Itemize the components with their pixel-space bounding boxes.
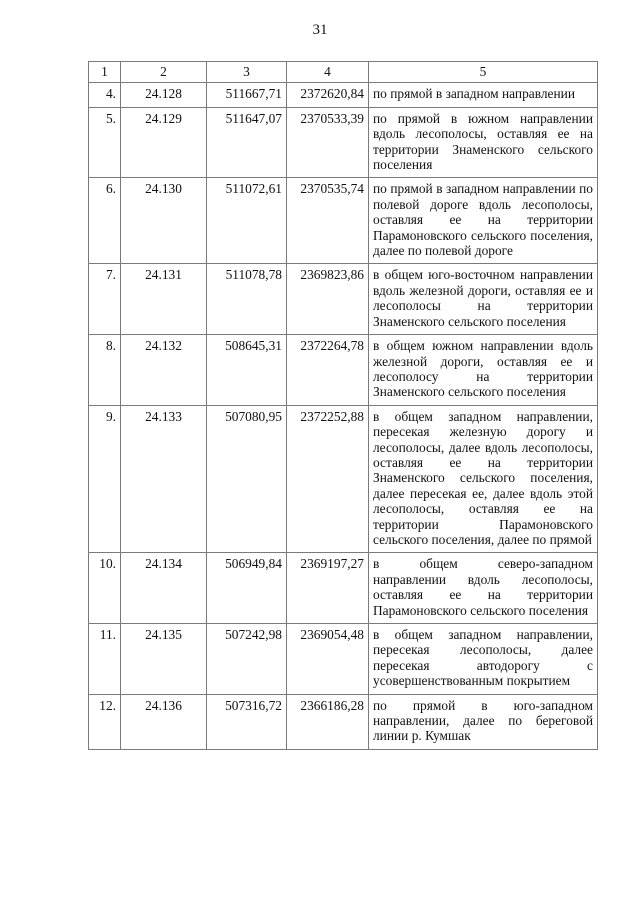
page-number: 31 — [312, 22, 328, 38]
coord-y: 2369054,48 — [287, 624, 369, 695]
boundary-description: в общем западном направлении, пересекая лесополосы, далее пересекая автодорогу с усовершенствованным покрытием — [369, 624, 598, 695]
point-id: 24.130 — [121, 178, 207, 264]
row-number: 7. — [89, 264, 121, 335]
coord-x: 507242,98 — [207, 624, 287, 695]
table-row — [89, 107, 598, 178]
coord-x: 507080,95 — [207, 405, 287, 553]
header-col-5: 5 — [369, 62, 598, 83]
point-id: 24.134 — [121, 553, 207, 624]
table-row — [89, 178, 598, 264]
point-id: 24.128 — [121, 83, 207, 107]
table-row — [89, 553, 598, 624]
table-header-row — [89, 62, 598, 83]
table-body — [89, 83, 598, 749]
coord-y: 2369197,27 — [287, 553, 369, 624]
table-row — [89, 264, 598, 335]
point-id: 24.129 — [121, 107, 207, 178]
row-number: 4. — [89, 83, 121, 107]
table-row — [89, 405, 598, 553]
coord-y: 2372264,78 — [287, 335, 369, 406]
coord-x: 511647,07 — [207, 107, 287, 178]
header-col-4: 4 — [287, 62, 369, 83]
coord-y: 2372252,88 — [287, 405, 369, 553]
coord-y: 2372620,84 — [287, 83, 369, 107]
point-id: 24.133 — [121, 405, 207, 553]
coord-y: 2369823,86 — [287, 264, 369, 335]
coord-y: 2370533,39 — [287, 107, 369, 178]
boundary-description: по прямой в южном направлении вдоль лесополосы, оставляя ее на территории Знаменского сельского поселения — [369, 107, 598, 178]
boundary-table — [88, 61, 598, 750]
row-number: 5. — [89, 107, 121, 178]
table-row — [89, 335, 598, 406]
coord-x: 508645,31 — [207, 335, 287, 406]
coord-x: 506949,84 — [207, 553, 287, 624]
boundary-description: по прямой в юго-западном направлении, далее по береговой линии р. Кумшак — [369, 694, 598, 749]
point-id: 24.131 — [121, 264, 207, 335]
row-number: 8. — [89, 335, 121, 406]
header-col-2: 2 — [121, 62, 207, 83]
coord-y: 2366186,28 — [287, 694, 369, 749]
boundary-description: по прямой в западном направлении по полевой дороге вдоль лесополосы, оставляя ее на территории Парамоновского сельского поселения, далее по полевой дороге — [369, 178, 598, 264]
coord-x: 511072,61 — [207, 178, 287, 264]
coord-x: 511078,78 — [207, 264, 287, 335]
boundary-description: в общем южном направлении вдоль железной дороги, оставляя ее и лесополосу на территории Знаменского сельского поселения — [369, 335, 598, 406]
row-number: 9. — [89, 405, 121, 553]
coord-x: 511667,71 — [207, 83, 287, 107]
row-number: 6. — [89, 178, 121, 264]
coord-x: 507316,72 — [207, 694, 287, 749]
boundary-description: в общем северо-западном направлении вдоль лесополосы, оставляя ее на территории Парамоновского сельского поселения — [369, 553, 598, 624]
table-row — [89, 624, 598, 695]
row-number: 10. — [89, 553, 121, 624]
coord-y: 2370535,74 — [287, 178, 369, 264]
boundary-description: в общем юго-восточном направлении вдоль железной дороги, оставляя ее и лесополосы на территории Знаменского сельского поселения — [369, 264, 598, 335]
header-col-1: 1 — [89, 62, 121, 83]
table-row — [89, 694, 598, 749]
point-id: 24.136 — [121, 694, 207, 749]
boundary-description: по прямой в западном направлении — [369, 83, 598, 107]
point-id: 24.135 — [121, 624, 207, 695]
point-id: 24.132 — [121, 335, 207, 406]
boundary-description: в общем западном направлении, пересекая железную дорогу и лесополосы, далее вдоль лесополосы, оставляя ее на территории Знаменского сельского поселения, далее пересекая ее, далее вдоль этой лесополосы, оставляя ее на территории Парамоновского сельского поселения, далее по прямой — [369, 405, 598, 553]
header-col-3: 3 — [207, 62, 287, 83]
row-number: 12. — [89, 694, 121, 749]
table-row — [89, 83, 598, 107]
row-number: 11. — [89, 624, 121, 695]
